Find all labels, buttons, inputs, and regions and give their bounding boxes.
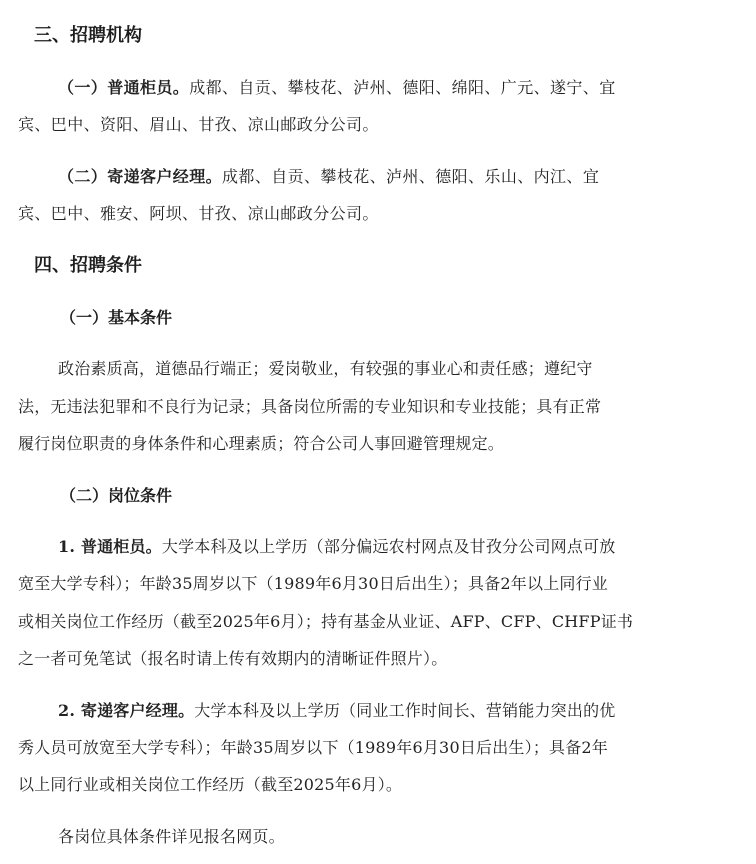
basic-conditions-line-1: 政治素质高，道德品行端正；爱岗敬业，有较强的事业心和责任感；遵纪守: [58, 359, 593, 378]
position-item-1-line-1: [58, 535, 615, 559]
position-item-2-line-2: 秀人员可放宽至大学专科）；年龄35周岁以下（1989年6月30日后出生）；具备2年: [18, 738, 608, 757]
basic-conditions-label: （一）基本条件: [60, 308, 173, 327]
position-item-1-line-4: 之一者可免笔试（报名时请上传有效期内的清晰证件照片）。: [18, 649, 448, 668]
org-item-1-label: （一）普通柜员。: [58, 78, 190, 97]
position-item-1-line-3: 或相关岗位工作经历（截至2025年6月）；持有基金从业证、AFP、CFP、CHFP证书: [18, 612, 634, 631]
position-item-2-line-1: [58, 699, 615, 723]
org-item-2-label: （二）寄递客户经理。: [58, 167, 223, 186]
basic-conditions-line-2: 法，无违法犯罪和不良行为记录；具备岗位所需的专业知识和专业技能；具有正常: [18, 397, 602, 416]
org-item-1-line-2: 宾、巴中、资阳、眉山、甘孜、凉山邮政分公司。: [18, 115, 379, 134]
org-item-1-line-1: [58, 76, 616, 100]
section-4-heading: 四、招聘条件: [34, 255, 142, 276]
position-item-1-line-2: 宽至大学专科）；年龄35周岁以下（1989年6月30日后出生）；具备2年以上同行业: [18, 574, 608, 593]
position-item-1-label: 1. 普通柜员。: [58, 537, 162, 556]
basic-conditions-line-3: 履行岗位职责的身体条件和心理素质；符合公司人事回避管理规定。: [18, 434, 505, 453]
position-note: 各岗位具体条件详见报名网页。: [58, 827, 285, 846]
org-item-2-text-1: 成都、自贡、攀枝花、泸州、德阳、乐山、内江、宜: [222, 167, 600, 186]
org-item-1-text-1: 成都、自贡、攀枝花、泸州、德阳、绵阳、广元、遂宁、宜: [189, 78, 616, 97]
section-3-heading: 三、招聘机构: [34, 25, 142, 46]
org-item-2-line-2: 宾、巴中、雅安、阿坝、甘孜、凉山邮政分公司。: [18, 204, 379, 223]
position-item-2-label: 2. 寄递客户经理。: [58, 701, 195, 720]
position-item-1-text-1: 大学本科及以上学历（部分偏远农村网点及甘孜分公司网点可放: [161, 537, 616, 556]
position-conditions-label: （二）岗位条件: [60, 486, 173, 505]
position-item-2-text-1: 大学本科及以上学历（同业工作时间长、营销能力突出的优: [194, 701, 616, 720]
org-item-2-line-1: [58, 165, 599, 189]
position-item-2-line-3: 以上同行业或相关岗位工作经历（截至2025年6月）。: [18, 775, 403, 794]
